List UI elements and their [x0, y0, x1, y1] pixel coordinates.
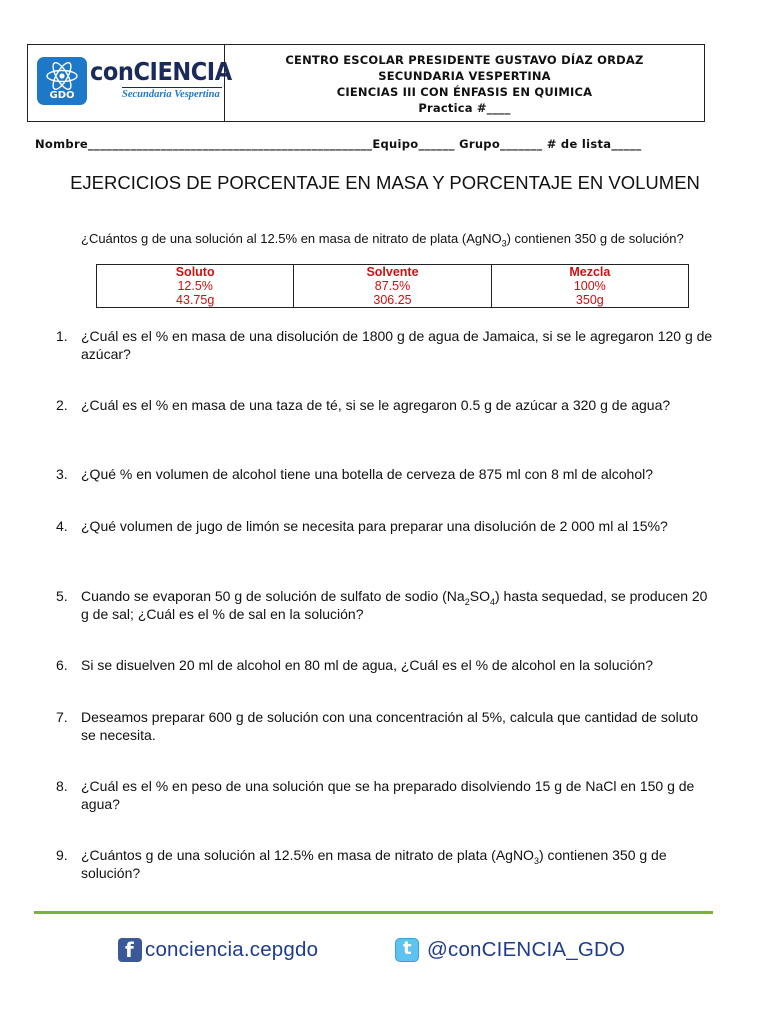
practice-number: Practica #____: [418, 101, 511, 115]
facebook-icon: [118, 938, 142, 962]
logo-wordmark: conCIENCIA: [90, 57, 232, 86]
col-header-mezcla: Mezcla: [569, 265, 611, 279]
exercise-number: 3.: [56, 466, 68, 482]
twitter-icon: [395, 938, 419, 962]
exercise-5: [56, 588, 716, 623]
exercise-number: 4.: [56, 518, 68, 534]
facebook-handle[interactable]: conciencia.cepgdo: [145, 938, 319, 961]
exercise-number: 1.: [56, 328, 68, 344]
col-header-solvente: Solvente: [366, 265, 419, 279]
school-logo: [28, 45, 232, 121]
school-shift: SECUNDARIA VESPERTINA: [378, 69, 551, 83]
logo-badge-text: GDO: [49, 90, 75, 101]
header-box: [27, 44, 705, 122]
exercise-number: 6.: [56, 657, 68, 673]
soluto-mass: 43.75g: [176, 293, 215, 307]
atom-logo-badge: [37, 57, 87, 105]
footer-divider: [34, 911, 713, 914]
exercise-text: ¿Cuál es el % en peso de una solución que se ha preparado disolviendo 15 g de NaCl en 150 g de agua?: [81, 778, 695, 812]
exercise-7: [56, 709, 716, 744]
exercise-text: ¿Qué % en volumen de alcohol tiene una botella de cerveza de 875 ml con 8 ml de alcohol?: [81, 466, 654, 482]
exercise-text: Deseamos preparar 600 g de solución con una concentración al 5%, calcula que cantidad de soluto se necesita.: [81, 709, 699, 743]
exercise-8: [56, 778, 716, 813]
exercise-number: 2.: [56, 397, 68, 413]
school-name: CENTRO ESCOLAR PRESIDENTE GUSTAVO DÍAZ ORDAZ: [285, 53, 644, 67]
example-question-text-end: ) contienen 350 g de solución?: [506, 231, 684, 246]
mezcla-percent: 100%: [573, 279, 606, 293]
twitter-link[interactable]: [395, 938, 625, 962]
exercise-number: 8.: [56, 778, 68, 794]
exercise-text: Si se disuelven 20 ml de alcohol en 80 ml de agua, ¿Cuál es el % de alcohol en la solución?: [81, 657, 654, 673]
exercise-text-part: ¿Cuántos g de una solución al 12.5% en masa de nitrato de plata (AgNO: [81, 847, 534, 863]
course-name: CIENCIAS III CON ÉNFASIS EN QUIMICA: [336, 85, 593, 99]
soluto-percent: 12.5%: [177, 279, 213, 293]
table-row: [97, 265, 689, 308]
solvente-mass: 306.25: [373, 293, 412, 307]
student-info-line: Nombre_______________________________________________Equipo______ Grupo_______ # de lista_____: [35, 137, 642, 151]
exercise-text-part: ) hasta sequedad, se producen 20 g de sal; ¿Cuál es el % de sal en la solución?: [81, 588, 708, 622]
page-title: EJERCICIOS DE PORCENTAJE EN MASA Y PORCENTAJE EN VOLUMEN: [70, 172, 700, 193]
exercise-number: 5.: [56, 588, 68, 604]
solvente-percent: 87.5%: [374, 279, 411, 293]
table-cell-header-soluto: [97, 265, 294, 308]
exercise-1: [56, 328, 716, 363]
exercise-text-part: Cuando se evaporan 50 g de solución de sulfato de sodio (Na: [81, 588, 465, 604]
header-text: [225, 45, 704, 121]
example-question: [81, 231, 711, 249]
twitter-handle[interactable]: @conCIENCIA_GDO: [427, 938, 626, 961]
exercise-text: ¿Cuál es el % en masa de una disolución de 1800 g de agua de Jamaica, si se le agregaron 120 g de azúcar?: [81, 328, 713, 362]
example-question-text: ¿Cuántos g de una solución al 12.5% en masa de nitrato de plata (AgNO: [81, 231, 502, 246]
solution-table: [96, 264, 689, 308]
atom-icon: [37, 57, 87, 93]
table-cell-header-mezcla: [491, 265, 688, 308]
exercise-3: [56, 466, 716, 484]
col-header-soluto: Soluto: [175, 265, 215, 279]
subscript: 3: [533, 855, 539, 866]
logo-tagline: Secundaria Vespertina: [122, 87, 222, 100]
exercise-text: [81, 847, 716, 882]
mezcla-mass: 350g: [575, 293, 604, 307]
exercise-6: [56, 657, 716, 675]
exercise-text: [81, 588, 716, 623]
exercise-9: [56, 847, 716, 882]
exercise-number: 9.: [56, 847, 68, 863]
exercise-text-part: ) contienen 350 g de solución?: [81, 847, 667, 881]
table-cell-header-solvente: [294, 265, 491, 308]
exercise-text-part: SO: [469, 588, 490, 604]
subscript: 4: [489, 596, 495, 607]
subscript: 2: [464, 596, 470, 607]
exercise-2: [56, 397, 716, 415]
facebook-link[interactable]: [118, 938, 318, 962]
subscript: 3: [501, 238, 507, 249]
exercise-4: [56, 518, 716, 536]
exercise-number: 7.: [56, 709, 68, 725]
exercise-text: ¿Cuál es el % en masa de una taza de té, si se le agregaron 0.5 g de azúcar a 320 g de agua?: [81, 397, 671, 413]
exercise-text: ¿Qué volumen de jugo de limón se necesita para preparar una disolución de 2 000 ml al 15%?: [81, 518, 668, 534]
